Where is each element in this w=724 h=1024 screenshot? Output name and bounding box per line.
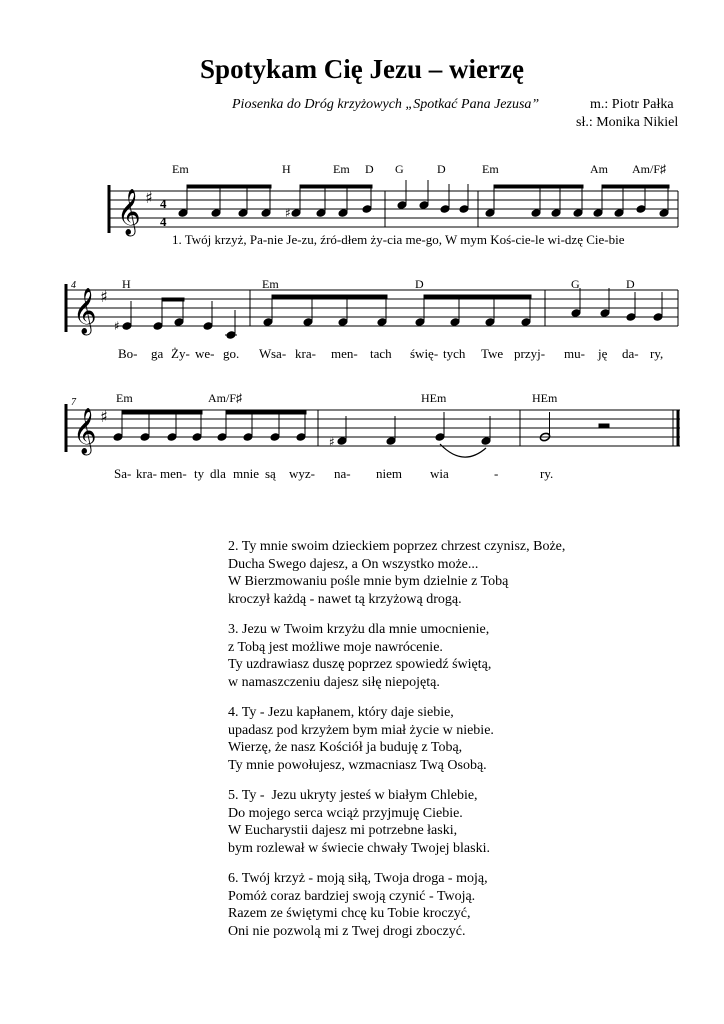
lyric-syllable: Bo- [118, 346, 138, 361]
verse-line: Oni nie pozwolą mi z Twej drogi zboczyć. [228, 923, 466, 939]
verse-line: Do mojego serca wciąż przyjmuję Ciebie. [228, 805, 463, 821]
song-title: Spotykam Cię Jezu – wierzę [200, 54, 524, 84]
staff-system-1 [109, 162, 678, 247]
chord: G [395, 162, 404, 176]
lyric-syllable: men- [160, 466, 187, 481]
verse-line: Ty mnie powołujesz, wzmacniasz Twą Osobą. [228, 757, 487, 773]
chord: Am/F♯ [632, 162, 667, 176]
lyric-syllable: we- [195, 346, 215, 361]
notes [113, 411, 609, 457]
lyrics-credit: sł.: Monika Nikiel [576, 115, 679, 130]
lyric-syllable: men- [331, 346, 358, 361]
lyric-syllable: da- [622, 346, 639, 361]
chord: Am [590, 162, 608, 176]
lyric-syllable: wia [430, 466, 449, 481]
svg-text:♯: ♯ [329, 435, 335, 449]
music-credit: m.: Piotr Pałka [590, 97, 674, 112]
verse-line: 6. Twój krzyż - moją siłą, Twoja droga - moją, [228, 871, 488, 886]
measure-number: 4 [71, 280, 76, 291]
lyric-syllable: kra- [136, 466, 157, 481]
lyric-syllable: Ży- [171, 346, 190, 361]
lyric-syllable: mu- [564, 346, 585, 361]
staff-lines [110, 191, 678, 227]
lyric-syllable: tych [443, 346, 466, 361]
verse-2 [228, 538, 565, 608]
staff-lines [67, 410, 680, 446]
notes [114, 288, 663, 339]
verse-line: 3. Jezu w Twoim krzyżu dla mnie umocnienie, [228, 622, 490, 637]
svg-text:♯: ♯ [285, 206, 291, 220]
chord: D [626, 277, 635, 291]
chord: D [415, 277, 424, 291]
verse-line: kroczył każdą - nawet tą krzyżową drogą. [228, 591, 462, 607]
key-sharp-icon: ♯ [100, 407, 108, 426]
chord: H [122, 277, 131, 291]
lyrics-line-1: 1. Twój krzyż, Pa-nie Je-zu, źró-dłem ży-cia me-go, W mym Koś-cie-le wi-dzę Cie-bie [172, 232, 625, 247]
chord: Am/F♯ [208, 391, 243, 405]
chord: Em [116, 391, 133, 405]
verse-line: Wierzę, że nasz Kościół ja buduję z Tobą, [228, 740, 463, 755]
verse-line: upadasz pod krzyżem bym miał życie w niebie. [228, 722, 494, 738]
lyric-syllable: W [259, 346, 272, 361]
chord: H [282, 162, 291, 176]
lyric-syllable: ję [598, 346, 608, 361]
verse-line: Ty uzdrawiasz duszę poprzez spowiedź świętą, [228, 657, 492, 672]
lyric-syllable: ty [194, 466, 205, 481]
staff-system-3 [66, 391, 680, 481]
lyric-syllable: kra- [295, 346, 316, 361]
verse-line: w namaszczeniu dajesz siłę niepojętą. [228, 674, 440, 690]
verse-line: 4. Ty - Jezu kapłanem, który daje siebie, [228, 705, 454, 720]
verse-line: W Bierzmowaniu pośle mnie bym dzielnie z Tobą [228, 574, 509, 589]
time-sig-top: 4 [160, 196, 167, 211]
chord: D [437, 162, 446, 176]
verse-line: 5. Ty - Jezu ukryty jesteś w białym Chlebie, [228, 788, 478, 803]
lyric-syllable: Twe [481, 346, 504, 361]
lyric-syllable: ga [151, 346, 164, 361]
lyric-syllable: dla [210, 466, 226, 481]
verse-line: Razem ze świętymi chcę ku Tobie kroczyć, [228, 906, 471, 921]
key-sharp-icon: ♯ [100, 287, 108, 306]
lyrics-line-3 [114, 466, 553, 481]
lyric-syllable: niem [376, 466, 402, 481]
verses [228, 538, 565, 953]
chord: G [571, 277, 580, 291]
verse-line: z Tobą jest możliwe moje nawrócenie. [228, 639, 443, 655]
lyric-syllable: są [265, 466, 276, 481]
staff-system-2 [66, 277, 678, 361]
verse-6 [228, 870, 565, 940]
lyric-syllable: przyj- [514, 346, 546, 361]
verse-4 [228, 704, 565, 774]
chord: HEm [532, 391, 558, 405]
verse-line: bym rozlewał w świecie chwały Twojej blaski. [228, 840, 490, 856]
verse-line: Pomóż coraz bardziej swoją czynić - Twoją. [228, 888, 476, 904]
lyric-syllable: tach [370, 346, 392, 361]
svg-text:♯: ♯ [114, 319, 120, 333]
lyric-syllable: - [494, 466, 499, 481]
lyric-syllable: go. [223, 346, 240, 361]
chord: D [365, 162, 374, 176]
treble-clef-icon: 𝄞 [117, 189, 141, 235]
chord: Em [262, 277, 279, 291]
verse-line: 2. Ty mnie swoim dzieckiem poprzez chrzest czynisz, Boże, [228, 539, 566, 554]
chord: Em [172, 162, 189, 176]
chord: Em [482, 162, 499, 176]
lyric-syllable: ry. [540, 466, 554, 481]
lyric-syllable: wyz- [289, 466, 315, 481]
lyric-syllable: ry, [650, 346, 664, 361]
song-subtitle: Piosenka do Dróg krzyżowych „Spotkać Pana Jezusa” [232, 97, 540, 112]
treble-clef-icon: 𝄞 [73, 408, 97, 454]
chord: Em [333, 162, 350, 176]
chord: HEm [421, 391, 447, 405]
lyric-syllable: Sa- [114, 466, 132, 481]
lyrics-line-2 [118, 346, 663, 361]
lyric-syllable: mnie [233, 466, 259, 481]
lyric-syllable: sa- [271, 346, 287, 361]
verse-5 [228, 787, 565, 857]
treble-clef-icon: 𝄞 [73, 288, 97, 334]
key-sharp-icon: ♯ [145, 188, 153, 207]
measure-number: 7 [71, 397, 76, 408]
lyric-syllable: świę- [410, 346, 439, 361]
verse-line: W Eucharystii dajesz mi potrzebne łaski, [228, 823, 458, 838]
time-sig-bottom: 4 [160, 214, 167, 229]
lyric-syllable: na- [334, 466, 351, 481]
verse-line: Ducha Swego dajesz, a On wszystko może... [228, 556, 479, 572]
verse-3 [228, 621, 565, 691]
